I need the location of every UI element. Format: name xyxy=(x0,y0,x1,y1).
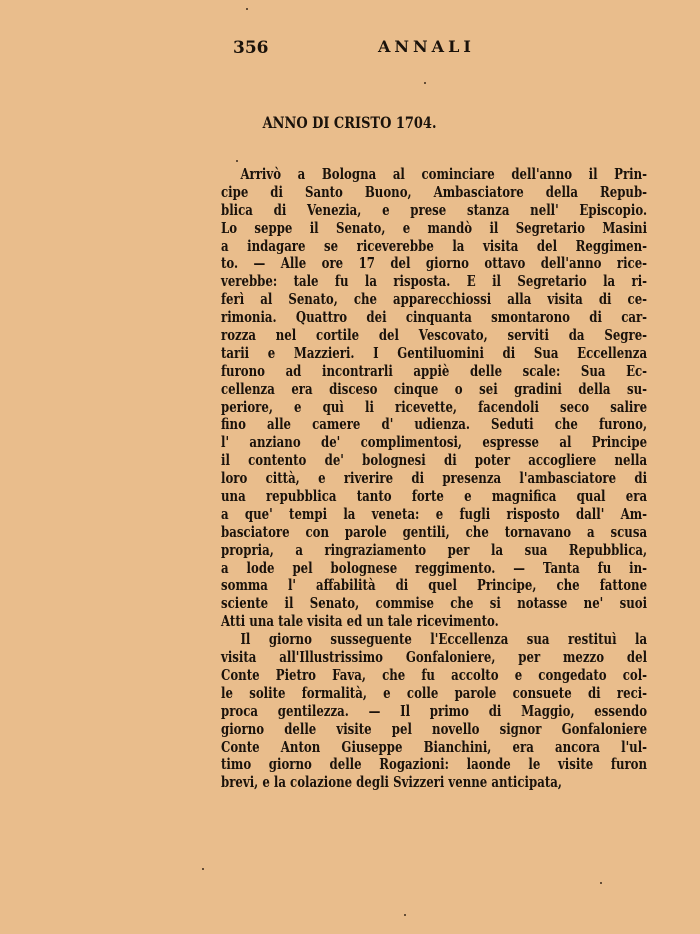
text-line: to. — Alle ore 17 del giorno ottavo dell'anno rice- xyxy=(221,255,648,273)
text-line: a lode pel bolognese reggimento. — Tanta fu in- xyxy=(221,559,648,577)
chapter-title: ANNO DI CRISTO 1704. xyxy=(262,113,437,132)
text-line: proca gentilezza. — Il primo di Maggio, essendo xyxy=(221,702,648,720)
paragraph-1 xyxy=(221,166,647,631)
text-line: a que' tempi la veneta: e fugli risposto dall' Am- xyxy=(221,505,648,523)
text-line: Atti una tale visita ed un tale ricevimento. xyxy=(221,613,499,631)
text-line: le solite formalità, e colle parole consuete di reci- xyxy=(221,684,648,702)
scan-speck xyxy=(404,914,406,916)
text-line: rozza nel cortile del Vescovato, serviti da Segre- xyxy=(221,327,648,345)
text-line: a indagare se riceverebbe la visita del Reggimen- xyxy=(221,237,648,255)
text-line: sciente il Senato, commise che si notasse ne' suoi xyxy=(221,595,648,613)
text-line: il contento de' bolognesi di poter accogliere nella xyxy=(221,452,648,470)
scan-speck xyxy=(202,868,204,870)
scan-speck xyxy=(246,8,248,10)
running-head: ANNALI xyxy=(378,37,475,56)
text-line: somma l' affabilità di quel Principe, che fattone xyxy=(221,577,648,595)
text-line: periore, e quì li ricevette, facendoli seco salire xyxy=(221,398,648,416)
scan-speck xyxy=(236,160,238,162)
paragraph-2 xyxy=(221,631,647,792)
text-line: basciatore con parole gentili, che tornavano a scusa xyxy=(221,523,648,541)
text-line: Il giorno susseguente l'Eccellenza sua restituì la xyxy=(240,631,648,649)
body-text xyxy=(221,166,647,792)
text-line: Conte Pietro Fava, che fu accolto e congedato col- xyxy=(221,666,648,684)
text-line: fino alle camere d' udienza. Seduti che furono, xyxy=(221,416,648,434)
text-line: Lo seppe il Senato, e mandò il Segretario Masini xyxy=(221,219,648,237)
text-line: ferì al Senato, che apparecchiossi alla visita di ce- xyxy=(221,291,648,309)
text-line: furono ad incontrarli appiè delle scale: Sua Ec- xyxy=(221,362,648,380)
text-line: una repubblica tanto forte e magnifica qual era xyxy=(221,488,648,506)
text-line: cipe di Santo Buono, Ambasciatore della Repub- xyxy=(221,183,648,201)
text-line: visita all'Illustrissimo Gonfaloniere, per mezzo del xyxy=(221,649,648,667)
text-line: tarii e Mazzieri. I Gentiluomini di Sua Eccellenza xyxy=(221,344,648,362)
text-line: rimonia. Quattro dei cinquanta smontarono di car- xyxy=(221,309,648,327)
text-line: blica di Venezia, e prese stanza nell' Episcopio. xyxy=(221,201,648,219)
text-line: Arrivò a Bologna al cominciare dell'anno il Prin- xyxy=(240,166,648,183)
text-line: verebbe: tale fu la risposta. E il Segretario la ri- xyxy=(221,273,648,291)
scan-speck xyxy=(424,82,426,84)
scan-speck xyxy=(600,882,602,884)
text-line: cellenza era disceso cinque o sei gradini della su- xyxy=(221,380,648,398)
text-line: loro città, e riverire di presenza l'ambasciatore di xyxy=(221,470,648,488)
text-line: giorno delle visite pel novello signor Gonfaloniere xyxy=(221,720,648,738)
text-line: Conte Anton Giuseppe Bianchini, era ancora l'ul- xyxy=(221,738,648,756)
page-number: 356 xyxy=(233,38,269,58)
text-line: l' anziano de' complimentosi, espresse al Principe xyxy=(221,434,648,452)
text-line: timo giorno delle Rogazioni: laonde le visite furon xyxy=(221,756,648,774)
text-line: propria, a ringraziamento per la sua Repubblica, xyxy=(221,541,648,559)
text-line: brevi, e la colazione degli Svizzeri venne anticipata, xyxy=(221,774,562,792)
